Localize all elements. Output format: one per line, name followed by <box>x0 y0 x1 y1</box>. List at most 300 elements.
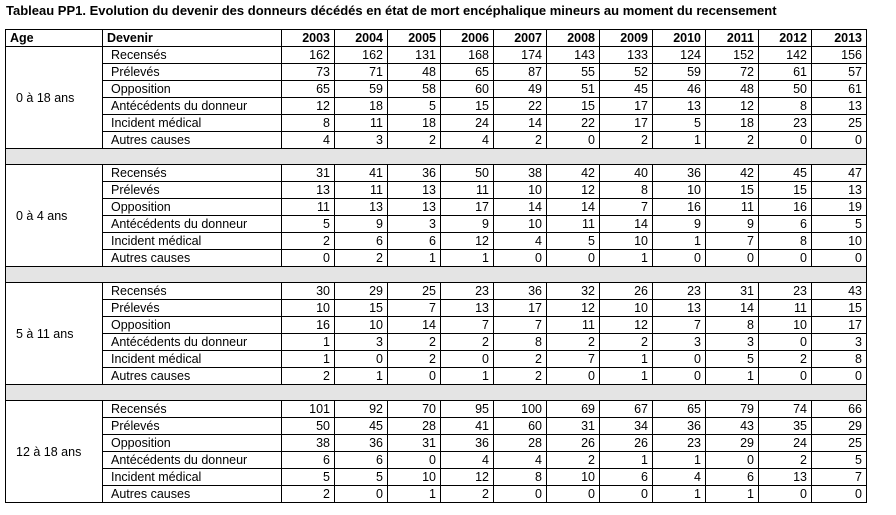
year-header: 2009 <box>600 30 653 47</box>
age-group-cell: 0 à 18 ans <box>6 47 103 149</box>
value-cell: 10 <box>494 216 547 233</box>
value-cell: 2 <box>547 334 600 351</box>
value-cell: 61 <box>759 64 812 81</box>
table-row <box>6 165 867 182</box>
value-cell: 0 <box>812 250 867 267</box>
value-cell: 5 <box>653 115 706 132</box>
value-cell: 10 <box>282 300 335 317</box>
value-cell: 162 <box>335 47 388 64</box>
value-cell: 2 <box>494 351 547 368</box>
value-cell: 7 <box>706 233 759 250</box>
devenir-label: Autres causes <box>103 368 282 385</box>
value-cell: 40 <box>600 165 653 182</box>
value-cell: 18 <box>706 115 759 132</box>
value-cell: 1 <box>706 368 759 385</box>
value-cell: 46 <box>653 81 706 98</box>
value-cell: 34 <box>600 418 653 435</box>
value-cell: 26 <box>600 283 653 300</box>
value-cell: 38 <box>282 435 335 452</box>
value-cell: 1 <box>388 486 441 503</box>
table-row <box>6 469 867 486</box>
table-row <box>6 98 867 115</box>
value-cell: 0 <box>759 368 812 385</box>
value-cell: 3 <box>653 334 706 351</box>
devenir-label: Prélevés <box>103 300 282 317</box>
value-cell: 7 <box>547 351 600 368</box>
value-cell: 11 <box>759 300 812 317</box>
value-cell: 12 <box>547 182 600 199</box>
value-cell: 29 <box>335 283 388 300</box>
value-cell: 6 <box>706 469 759 486</box>
value-cell: 28 <box>388 418 441 435</box>
value-cell: 10 <box>388 469 441 486</box>
value-cell: 1 <box>600 351 653 368</box>
value-cell: 1 <box>600 368 653 385</box>
table-row <box>6 64 867 81</box>
value-cell: 65 <box>441 64 494 81</box>
value-cell: 79 <box>706 401 759 418</box>
value-cell: 1 <box>653 452 706 469</box>
devenir-label: Incident médical <box>103 233 282 250</box>
value-cell: 24 <box>441 115 494 132</box>
value-cell: 57 <box>812 64 867 81</box>
group-separator <box>6 385 867 401</box>
value-cell: 16 <box>282 317 335 334</box>
devenir-label: Recensés <box>103 47 282 64</box>
value-cell: 66 <box>812 401 867 418</box>
year-header: 2004 <box>335 30 388 47</box>
value-cell: 3 <box>812 334 867 351</box>
value-cell: 2 <box>441 486 494 503</box>
value-cell: 17 <box>600 98 653 115</box>
value-cell: 2 <box>706 132 759 149</box>
value-cell: 0 <box>653 368 706 385</box>
year-header: 2010 <box>653 30 706 47</box>
value-cell: 18 <box>388 115 441 132</box>
value-cell: 1 <box>653 486 706 503</box>
value-cell: 2 <box>335 250 388 267</box>
table-row <box>6 115 867 132</box>
value-cell: 16 <box>759 199 812 216</box>
year-header: 2005 <box>388 30 441 47</box>
value-cell: 26 <box>600 435 653 452</box>
devenir-label: Opposition <box>103 81 282 98</box>
value-cell: 28 <box>494 435 547 452</box>
value-cell: 143 <box>547 47 600 64</box>
value-cell: 7 <box>600 199 653 216</box>
value-cell: 41 <box>335 165 388 182</box>
value-cell: 2 <box>282 233 335 250</box>
value-cell: 45 <box>335 418 388 435</box>
value-cell: 100 <box>494 401 547 418</box>
value-cell: 47 <box>812 165 867 182</box>
table-row <box>6 132 867 149</box>
value-cell: 3 <box>335 132 388 149</box>
devenir-label: Recensés <box>103 283 282 300</box>
table-row <box>6 81 867 98</box>
value-cell: 15 <box>706 182 759 199</box>
value-cell: 36 <box>494 283 547 300</box>
value-cell: 2 <box>441 334 494 351</box>
value-cell: 23 <box>653 435 706 452</box>
value-cell: 4 <box>494 233 547 250</box>
value-cell: 35 <box>759 418 812 435</box>
devenir-label: Recensés <box>103 165 282 182</box>
value-cell: 1 <box>600 250 653 267</box>
devenir-label: Antécédents du donneur <box>103 334 282 351</box>
value-cell: 8 <box>812 351 867 368</box>
value-cell: 156 <box>812 47 867 64</box>
value-cell: 14 <box>547 199 600 216</box>
year-header: 2013 <box>812 30 867 47</box>
header-row <box>6 30 867 47</box>
value-cell: 25 <box>812 115 867 132</box>
value-cell: 10 <box>653 182 706 199</box>
value-cell: 2 <box>388 132 441 149</box>
value-cell: 13 <box>653 300 706 317</box>
value-cell: 10 <box>335 317 388 334</box>
value-cell: 7 <box>494 317 547 334</box>
value-cell: 25 <box>388 283 441 300</box>
devenir-label: Opposition <box>103 199 282 216</box>
table-row <box>6 300 867 317</box>
value-cell: 6 <box>335 452 388 469</box>
value-cell: 50 <box>441 165 494 182</box>
value-cell: 2 <box>759 452 812 469</box>
value-cell: 12 <box>441 469 494 486</box>
value-cell: 23 <box>759 283 812 300</box>
group-separator <box>6 267 867 283</box>
table-title: Tableau PP1. Evolution du devenir des donneurs décédés en état de mort encéphalique mineurs au moment du recensement <box>6 3 777 18</box>
value-cell: 13 <box>441 300 494 317</box>
value-cell: 14 <box>388 317 441 334</box>
value-cell: 162 <box>282 47 335 64</box>
value-cell: 65 <box>653 401 706 418</box>
value-cell: 50 <box>282 418 335 435</box>
value-cell: 174 <box>494 47 547 64</box>
value-cell: 15 <box>547 98 600 115</box>
value-cell: 36 <box>653 165 706 182</box>
value-cell: 7 <box>812 469 867 486</box>
value-cell: 31 <box>706 283 759 300</box>
value-cell: 4 <box>282 132 335 149</box>
value-cell: 1 <box>441 368 494 385</box>
value-cell: 0 <box>335 351 388 368</box>
value-cell: 55 <box>547 64 600 81</box>
value-cell: 15 <box>441 98 494 115</box>
table-row <box>6 233 867 250</box>
value-cell: 1 <box>335 368 388 385</box>
value-cell: 36 <box>388 165 441 182</box>
year-header: 2012 <box>759 30 812 47</box>
value-cell: 0 <box>547 486 600 503</box>
value-cell: 45 <box>759 165 812 182</box>
value-cell: 61 <box>812 81 867 98</box>
value-cell: 2 <box>388 351 441 368</box>
value-cell: 72 <box>706 64 759 81</box>
value-cell: 58 <box>388 81 441 98</box>
value-cell: 59 <box>653 64 706 81</box>
value-cell: 12 <box>547 300 600 317</box>
value-cell: 2 <box>282 368 335 385</box>
value-cell: 31 <box>547 418 600 435</box>
value-cell: 5 <box>812 216 867 233</box>
year-header: 2007 <box>494 30 547 47</box>
value-cell: 22 <box>494 98 547 115</box>
value-cell: 131 <box>388 47 441 64</box>
table-row <box>6 452 867 469</box>
value-cell: 5 <box>388 98 441 115</box>
value-cell: 4 <box>494 452 547 469</box>
value-cell: 10 <box>494 182 547 199</box>
value-cell: 1 <box>653 132 706 149</box>
age-group-cell: 5 à 11 ans <box>6 283 103 385</box>
devenir-label: Antécédents du donneur <box>103 98 282 115</box>
value-cell: 41 <box>441 418 494 435</box>
value-cell: 60 <box>494 418 547 435</box>
value-cell: 0 <box>600 486 653 503</box>
value-cell: 0 <box>494 250 547 267</box>
devenir-label: Autres causes <box>103 250 282 267</box>
value-cell: 0 <box>335 486 388 503</box>
value-cell: 23 <box>653 283 706 300</box>
value-cell: 48 <box>388 64 441 81</box>
value-cell: 4 <box>441 452 494 469</box>
value-cell: 11 <box>282 199 335 216</box>
value-cell: 0 <box>759 132 812 149</box>
value-cell: 11 <box>335 115 388 132</box>
value-cell: 4 <box>653 469 706 486</box>
value-cell: 65 <box>282 81 335 98</box>
value-cell: 0 <box>441 351 494 368</box>
value-cell: 9 <box>335 216 388 233</box>
value-cell: 10 <box>759 317 812 334</box>
year-header: 2011 <box>706 30 759 47</box>
value-cell: 2 <box>547 452 600 469</box>
value-cell: 0 <box>282 250 335 267</box>
value-cell: 14 <box>706 300 759 317</box>
data-table <box>5 29 867 503</box>
table-row <box>6 351 867 368</box>
value-cell: 8 <box>759 233 812 250</box>
value-cell: 8 <box>759 98 812 115</box>
devenir-label: Opposition <box>103 435 282 452</box>
value-cell: 36 <box>653 418 706 435</box>
value-cell: 1 <box>653 233 706 250</box>
table-row <box>6 216 867 233</box>
value-cell: 15 <box>812 300 867 317</box>
table-row <box>6 317 867 334</box>
value-cell: 5 <box>335 469 388 486</box>
value-cell: 22 <box>547 115 600 132</box>
value-cell: 152 <box>706 47 759 64</box>
value-cell: 42 <box>547 165 600 182</box>
value-cell: 168 <box>441 47 494 64</box>
value-cell: 14 <box>494 115 547 132</box>
age-group-cell: 0 à 4 ans <box>6 165 103 267</box>
value-cell: 0 <box>653 250 706 267</box>
value-cell: 13 <box>388 199 441 216</box>
value-cell: 11 <box>547 216 600 233</box>
value-cell: 52 <box>600 64 653 81</box>
value-cell: 0 <box>812 368 867 385</box>
value-cell: 30 <box>282 283 335 300</box>
table-row <box>6 47 867 64</box>
table-row <box>6 486 867 503</box>
table-row <box>6 199 867 216</box>
value-cell: 11 <box>706 199 759 216</box>
value-cell: 0 <box>759 486 812 503</box>
year-header: 2006 <box>441 30 494 47</box>
value-cell: 4 <box>441 132 494 149</box>
value-cell: 92 <box>335 401 388 418</box>
value-cell: 13 <box>653 98 706 115</box>
value-cell: 13 <box>812 98 867 115</box>
value-cell: 11 <box>335 182 388 199</box>
value-cell: 0 <box>494 486 547 503</box>
value-cell: 18 <box>335 98 388 115</box>
value-cell: 19 <box>812 199 867 216</box>
value-cell: 29 <box>812 418 867 435</box>
devenir-header: Devenir <box>103 30 282 47</box>
value-cell: 8 <box>282 115 335 132</box>
devenir-label: Autres causes <box>103 486 282 503</box>
value-cell: 101 <box>282 401 335 418</box>
value-cell: 59 <box>335 81 388 98</box>
value-cell: 6 <box>282 452 335 469</box>
value-cell: 14 <box>600 216 653 233</box>
value-cell: 17 <box>494 300 547 317</box>
value-cell: 8 <box>494 469 547 486</box>
value-cell: 3 <box>706 334 759 351</box>
devenir-label: Incident médical <box>103 115 282 132</box>
table-row <box>6 435 867 452</box>
value-cell: 74 <box>759 401 812 418</box>
value-cell: 11 <box>547 317 600 334</box>
value-cell: 2 <box>494 368 547 385</box>
value-cell: 0 <box>547 250 600 267</box>
value-cell: 10 <box>600 233 653 250</box>
value-cell: 142 <box>759 47 812 64</box>
value-cell: 8 <box>706 317 759 334</box>
value-cell: 5 <box>812 452 867 469</box>
value-cell: 133 <box>600 47 653 64</box>
value-cell: 9 <box>441 216 494 233</box>
value-cell: 15 <box>335 300 388 317</box>
value-cell: 31 <box>388 435 441 452</box>
value-cell: 6 <box>388 233 441 250</box>
devenir-label: Incident médical <box>103 351 282 368</box>
value-cell: 67 <box>600 401 653 418</box>
value-cell: 1 <box>388 250 441 267</box>
value-cell: 13 <box>812 182 867 199</box>
value-cell: 0 <box>547 132 600 149</box>
value-cell: 13 <box>759 469 812 486</box>
value-cell: 51 <box>547 81 600 98</box>
value-cell: 9 <box>706 216 759 233</box>
value-cell: 6 <box>600 469 653 486</box>
value-cell: 2 <box>759 351 812 368</box>
value-cell: 0 <box>759 250 812 267</box>
value-cell: 70 <box>388 401 441 418</box>
value-cell: 16 <box>653 199 706 216</box>
value-cell: 0 <box>388 452 441 469</box>
separator-cell <box>6 267 867 283</box>
value-cell: 38 <box>494 165 547 182</box>
value-cell: 25 <box>812 435 867 452</box>
value-cell: 3 <box>388 216 441 233</box>
table-row <box>6 401 867 418</box>
value-cell: 12 <box>600 317 653 334</box>
value-cell: 43 <box>812 283 867 300</box>
value-cell: 0 <box>706 452 759 469</box>
value-cell: 1 <box>282 351 335 368</box>
value-cell: 1 <box>706 486 759 503</box>
value-cell: 6 <box>335 233 388 250</box>
value-cell: 5 <box>547 233 600 250</box>
value-cell: 8 <box>600 182 653 199</box>
table-row <box>6 283 867 300</box>
devenir-label: Antécédents du donneur <box>103 452 282 469</box>
age-header: Age <box>6 30 103 47</box>
age-group-cell: 12 à 18 ans <box>6 401 103 503</box>
value-cell: 5 <box>706 351 759 368</box>
value-cell: 7 <box>388 300 441 317</box>
value-cell: 0 <box>706 250 759 267</box>
value-cell: 2 <box>600 132 653 149</box>
value-cell: 60 <box>441 81 494 98</box>
value-cell: 69 <box>547 401 600 418</box>
value-cell: 42 <box>706 165 759 182</box>
separator-cell <box>6 385 867 401</box>
table-row <box>6 250 867 267</box>
value-cell: 29 <box>706 435 759 452</box>
value-cell: 36 <box>441 435 494 452</box>
value-cell: 23 <box>759 115 812 132</box>
value-cell: 7 <box>653 317 706 334</box>
value-cell: 2 <box>282 486 335 503</box>
value-cell: 48 <box>706 81 759 98</box>
value-cell: 36 <box>335 435 388 452</box>
value-cell: 24 <box>759 435 812 452</box>
year-header: 2008 <box>547 30 600 47</box>
value-cell: 9 <box>653 216 706 233</box>
value-cell: 5 <box>282 216 335 233</box>
value-cell: 87 <box>494 64 547 81</box>
value-cell: 124 <box>653 47 706 64</box>
value-cell: 23 <box>441 283 494 300</box>
value-cell: 14 <box>494 199 547 216</box>
group-separator <box>6 149 867 165</box>
value-cell: 95 <box>441 401 494 418</box>
value-cell: 43 <box>706 418 759 435</box>
value-cell: 17 <box>812 317 867 334</box>
value-cell: 2 <box>494 132 547 149</box>
devenir-label: Autres causes <box>103 132 282 149</box>
value-cell: 11 <box>441 182 494 199</box>
value-cell: 50 <box>759 81 812 98</box>
value-cell: 1 <box>600 452 653 469</box>
value-cell: 17 <box>441 199 494 216</box>
value-cell: 2 <box>600 334 653 351</box>
value-cell: 32 <box>547 283 600 300</box>
table-row <box>6 182 867 199</box>
value-cell: 10 <box>600 300 653 317</box>
value-cell: 5 <box>282 469 335 486</box>
value-cell: 0 <box>812 486 867 503</box>
value-cell: 0 <box>388 368 441 385</box>
value-cell: 17 <box>600 115 653 132</box>
